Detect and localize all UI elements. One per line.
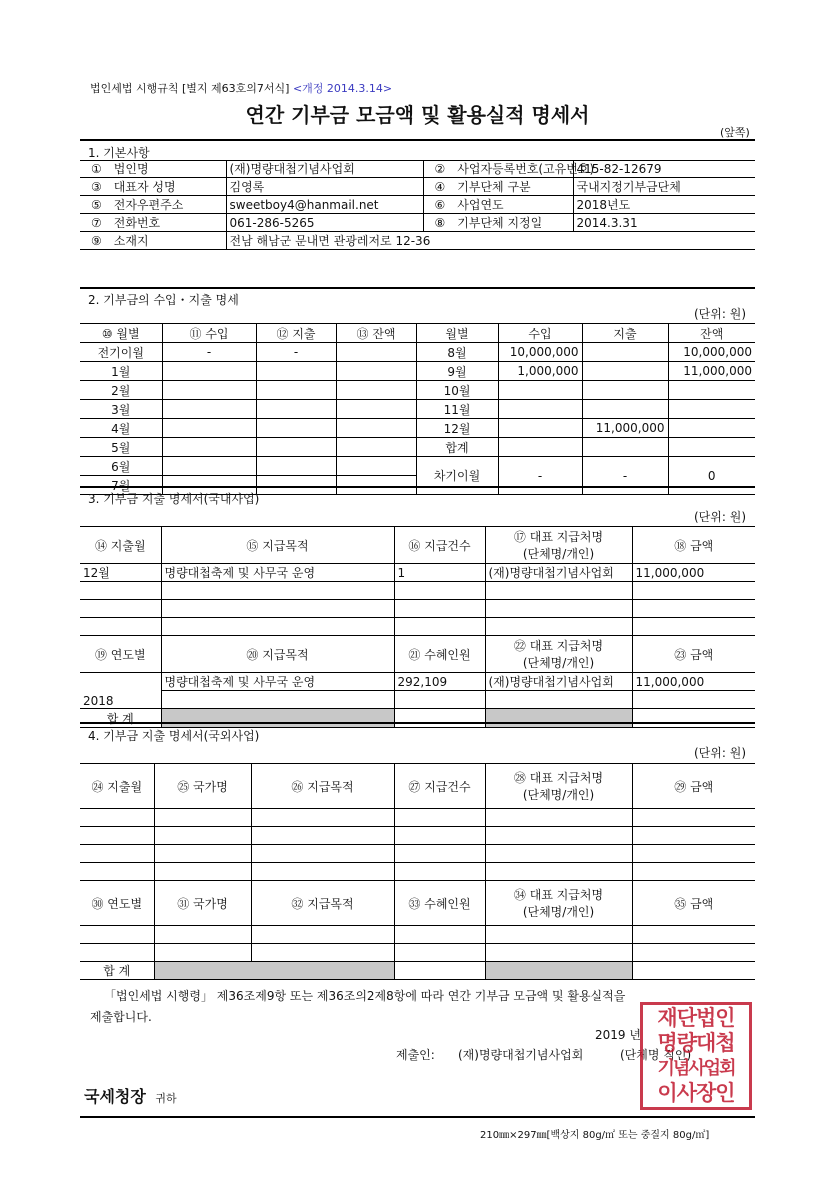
revision-note: <개정 2014.3.14> [292,82,393,95]
table-cell [485,863,632,881]
domestic-total-row [80,709,755,728]
domestic-row [80,564,755,582]
table-cell [80,845,154,863]
month-cell: 3월 [80,400,162,419]
balance-cell [336,343,416,362]
balance-cell [336,400,416,419]
month-cell: 5월 [80,438,162,457]
table-cell [632,827,755,845]
expense-cell [582,400,668,419]
domestic-unit: (단위: 원) [694,510,746,524]
header-line: (단체명/개인) [522,656,595,670]
purpose-cell: 명량대첩축제 및 사무국 운영 [161,564,394,582]
foreign-empty-row [80,845,755,863]
table-cell [161,582,394,600]
column-header: ㉕ 국가명 [154,764,251,809]
basic-row [80,214,755,232]
table-cell [632,600,755,618]
foreign-total-row [80,962,755,980]
basic-value: 국내지정기부금단체 [573,178,755,196]
item-number: ② [434,162,446,176]
balance-cell [668,419,755,438]
domestic-empty-row [80,600,755,618]
balance-cell [668,381,755,400]
submitter-name: (재)명량대첩기념사업회 [458,1048,584,1062]
expense-cell [256,476,336,495]
item-number: ⑥ [434,198,446,212]
basic-row [80,160,755,178]
table-cell [485,600,632,618]
basic-label [80,196,226,214]
expense-cell [582,381,668,400]
month-cell: 11월 [416,400,498,419]
table-cell [485,926,632,944]
item-label: 소재지 [113,234,149,248]
income-cell [498,438,582,457]
balance-cell [336,476,416,495]
income-row [80,343,755,362]
total-gray-cell [485,962,632,980]
table-cell [485,582,632,600]
basic-row [80,196,755,214]
column-header: ㉗ 지급건수 [394,764,485,809]
income-cell [498,419,582,438]
item-number: ⑨ [91,234,102,248]
income-cell [162,400,256,419]
income-cell [162,419,256,438]
total-cell [394,962,485,980]
amount-cell: 11,000,000 [632,564,755,582]
basic-label [80,160,226,178]
column-header: ㉙ 금액 [632,764,755,809]
total-cell [394,709,485,728]
table-cell [632,618,755,636]
table-cell [485,845,632,863]
header-line: ㉞ 대표 지급처명 [513,888,604,902]
seal-note: (단체명 직인) [620,1048,692,1062]
table-cell [394,691,485,709]
column-header: ⑳ 지급목적 [161,636,394,673]
column-header: ㉛ 국가명 [154,881,251,926]
basic-row [80,178,755,196]
income-cell [498,400,582,419]
column-header: ㉟ 금액 [632,881,755,926]
basic-label [80,214,226,232]
column-header: 월별 [416,324,498,343]
column-header [485,527,632,564]
column-header [485,764,632,809]
table-cell [251,926,394,944]
table-cell [80,827,154,845]
table-cell [80,944,154,962]
total-cell [632,709,755,728]
month-cell: 전기이월 [80,343,162,362]
balance-cell: 10,000,000 [668,343,755,362]
item-number: ⑦ [91,216,102,230]
total-label: 합 계 [80,709,161,728]
column-header: ⑯ 지급건수 [394,527,485,564]
carry-balance-cell: 0 [668,457,755,495]
month-cell: 6월 [80,457,162,476]
item-label: 기부단체 구분 [457,180,531,194]
foreign-empty-row [80,863,755,881]
table-cell [485,618,632,636]
column-header: ⑫ 지출 [256,324,336,343]
balance-cell [668,438,755,457]
header-line: ㉘ 대표 지급처명 [513,771,604,785]
address-label [80,232,226,250]
income-table [80,323,755,495]
column-header: ⑬ 잔액 [336,324,416,343]
month-cell: 10월 [416,381,498,400]
income-cell [162,438,256,457]
page-title: 연간 기부금 모금액 및 활용실적 명세서 [245,103,590,127]
column-header [485,881,632,926]
column-header: 지출 [582,324,668,343]
expense-cell [582,343,668,362]
foreign-header-row [80,764,755,809]
column-header: ㉓ 금액 [632,636,755,673]
income-cell [162,381,256,400]
table-cell [251,809,394,827]
domestic-row [80,673,755,691]
income-row [80,400,755,419]
income-header-row [80,324,755,343]
domestic-table [80,526,755,728]
table-cell [632,944,755,962]
submitter-label: 제출인: [396,1048,435,1062]
table-cell [394,863,485,881]
stamp-line: 명량대첩 [657,1031,735,1055]
recipient: 국세청장 귀하 [84,1087,177,1106]
basic-value: 2018년도 [573,196,755,214]
table-cell [251,827,394,845]
balance-cell [336,419,416,438]
item-number: ③ [91,180,102,194]
foreign-empty-row [80,809,755,827]
table-cell [632,863,755,881]
total-label: 합 계 [80,962,154,980]
foreign-table [80,763,755,980]
official-seal-stamp [640,1002,752,1110]
column-header: ㉚ 연도별 [80,881,154,926]
balance-cell [668,400,755,419]
balance-cell [336,457,416,476]
count-cell: 292,109 [394,673,485,691]
section-foreign-title: 4. 기부금 지출 명세서(국외사업) [88,729,260,743]
item-label: 사업자등록번호(고유번호) [457,162,595,176]
stamp-line: 재단법인 [657,1006,735,1030]
column-header: ⑲ 연도별 [80,636,161,673]
column-header: ㉖ 지급목적 [251,764,394,809]
column-header: ㉑ 수혜인원 [394,636,485,673]
foreign-empty-row [80,926,755,944]
header-line: ⑰ 대표 지급처명 [513,530,604,544]
basic-label [423,178,573,196]
table-cell [154,845,251,863]
expense-cell [256,438,336,457]
basic-info-table [80,160,755,250]
table-cell [485,944,632,962]
table-cell [394,618,485,636]
stamp-line: 이사장인 [657,1081,735,1105]
carry-month-cell: 차기이월 [416,457,498,495]
table-cell [251,944,394,962]
item-number: ⑤ [91,198,102,212]
table-cell [632,926,755,944]
section-basic-title: 1. 기본사항 [88,146,150,160]
expense-cell [256,419,336,438]
submission-date: 2019 년 [595,1028,641,1042]
basic-label [423,196,573,214]
basic-value: (재)명량대첩기념사업회 [226,160,423,178]
basic-value: 061-286-5265 [226,214,423,232]
total-cell [632,962,755,980]
income-cell: 10,000,000 [498,343,582,362]
column-header: ⑮ 지급목적 [161,527,394,564]
total-gray-cell [485,709,632,728]
balance-cell [336,362,416,381]
table-cell [394,926,485,944]
basic-label [423,160,595,178]
table-cell [154,926,251,944]
column-header: ㉝ 수혜인원 [394,881,485,926]
table-cell [485,691,632,709]
domestic-header-row [80,527,755,564]
expense-cell [582,362,668,381]
month-cell: 4월 [80,419,162,438]
table-cell [161,600,394,618]
domestic-empty-row [80,691,755,709]
table-cell [80,582,161,600]
column-header [485,636,632,673]
income-unit: (단위: 원) [694,307,746,321]
count-cell: 1 [394,564,485,582]
header-line: (단체명/개인) [522,788,595,802]
foreign-empty-row [80,944,755,962]
month-cell: 12월 [80,564,161,582]
month-cell: 7월 [80,476,162,495]
column-header: ⑪ 수입 [162,324,256,343]
table-cell [485,827,632,845]
table-cell [251,863,394,881]
domestic-empty-row [80,618,755,636]
table-cell [632,809,755,827]
table-cell [394,809,485,827]
table-cell [80,618,161,636]
statement-line-1: 「법인세법 시행령」 제36조제9항 또는 제36조의2제8항에 따라 연간 기부금 모금액 및 활용실적을 [104,989,626,1003]
income-cell [162,362,256,381]
basic-label [80,178,226,196]
income-row [80,362,755,381]
column-header: ⑩ 월별 [80,324,162,343]
foreign-empty-row [80,827,755,845]
amount-cell: 11,000,000 [632,673,755,691]
address-value: 전남 해남군 문내면 관광레저로 12-36 [226,232,755,250]
table-cell [394,845,485,863]
section-domestic-title: 3. 기부금 지출 명세서(국내사업) [88,492,260,506]
month-cell: 9월 [416,362,498,381]
total-gray-cell [154,962,394,980]
table-cell [161,691,394,709]
table-cell [394,944,485,962]
statement-line-2: 제출합니다. [90,1010,152,1024]
income-row [80,419,755,438]
column-header: ㉔ 지출월 [80,764,154,809]
regulation-reference: 법인세법 시행규칙 [별지 제63호의7서식] <개정 2014.3.14> [90,82,393,95]
month-cell: 8월 [416,343,498,362]
table-cell [154,863,251,881]
item-label: 전자우편주소 [113,198,184,212]
table-cell [161,618,394,636]
header-line: (단체명/개인) [522,905,595,919]
table-cell [394,827,485,845]
table-cell [632,845,755,863]
basic-row [80,232,755,250]
basic-value: 김영록 [226,178,423,196]
table-cell [632,582,755,600]
expense-cell: - [256,343,336,362]
expense-cell [256,381,336,400]
table-cell [251,845,394,863]
section-income-title: 2. 기부금의 수입・지출 명세 [88,293,239,307]
month-cell: 12월 [416,419,498,438]
basic-label [423,214,573,232]
column-header: ⑭ 지출월 [80,527,161,564]
payee-cell: (재)명량대첩기념사업회 [485,673,632,691]
table-cell [485,809,632,827]
income-cell: 1,000,000 [498,362,582,381]
income-row [80,457,755,476]
expense-cell [582,438,668,457]
table-cell [632,691,755,709]
column-header: ㉜ 지급목적 [251,881,394,926]
table-cell [154,944,251,962]
table-cell [154,809,251,827]
item-number: ④ [434,180,446,194]
table-cell [80,809,154,827]
table-cell [154,827,251,845]
month-cell: 1월 [80,362,162,381]
domestic-header-row [80,636,755,673]
header-line: ㉒ 대표 지급처명 [513,639,604,653]
month-cell: 2월 [80,381,162,400]
expense-cell: 11,000,000 [582,419,668,438]
page-side: (앞쪽) [720,126,750,139]
foreign-unit: (단위: 원) [694,746,746,760]
header-line: (단체명/개인) [522,547,595,561]
balance-cell [336,381,416,400]
expense-cell [256,362,336,381]
carry-income-cell: - [498,457,582,495]
table-cell [80,600,161,618]
basic-value: 2014.3.31 [573,214,755,232]
table-cell [80,926,154,944]
item-label: 대표자 성명 [113,180,176,194]
month-cell: 합계 [416,438,498,457]
year-cell: 2018 [80,673,161,709]
column-header: ⑱ 금액 [632,527,755,564]
item-number: ① [91,162,102,176]
income-cell [498,381,582,400]
carry-expense-cell: - [582,457,668,495]
basic-value: sweetboy4@hanmail.net [226,196,423,214]
expense-cell [256,457,336,476]
payee-cell: (재)명량대첩기념사업회 [485,564,632,582]
item-label: 사업연도 [457,198,504,212]
column-header: 수입 [498,324,582,343]
item-label: 전화번호 [113,216,161,230]
table-cell [80,863,154,881]
item-number: ⑧ [434,216,446,230]
paper-spec: 210㎜×297㎜[백상지 80g/㎡ 또는 중질지 80g/㎡] [480,1130,710,1141]
income-cell: - [162,343,256,362]
table-cell [394,582,485,600]
stamp-line: 기념사업회 [657,1058,735,1079]
basic-value: 415-82-12679 [573,160,755,178]
foreign-header-row [80,881,755,926]
income-row [80,438,755,457]
balance-cell [336,438,416,457]
income-row [80,381,755,400]
expense-cell [256,400,336,419]
domestic-empty-row [80,582,755,600]
table-cell [394,600,485,618]
column-header: 잔액 [668,324,755,343]
balance-cell: 11,000,000 [668,362,755,381]
total-gray-cell [161,709,394,728]
purpose-cell: 명량대첩축제 및 사무국 운영 [161,673,394,691]
item-label: 법인명 [113,162,149,176]
income-cell [162,457,256,476]
item-label: 기부단체 지정일 [457,216,543,230]
